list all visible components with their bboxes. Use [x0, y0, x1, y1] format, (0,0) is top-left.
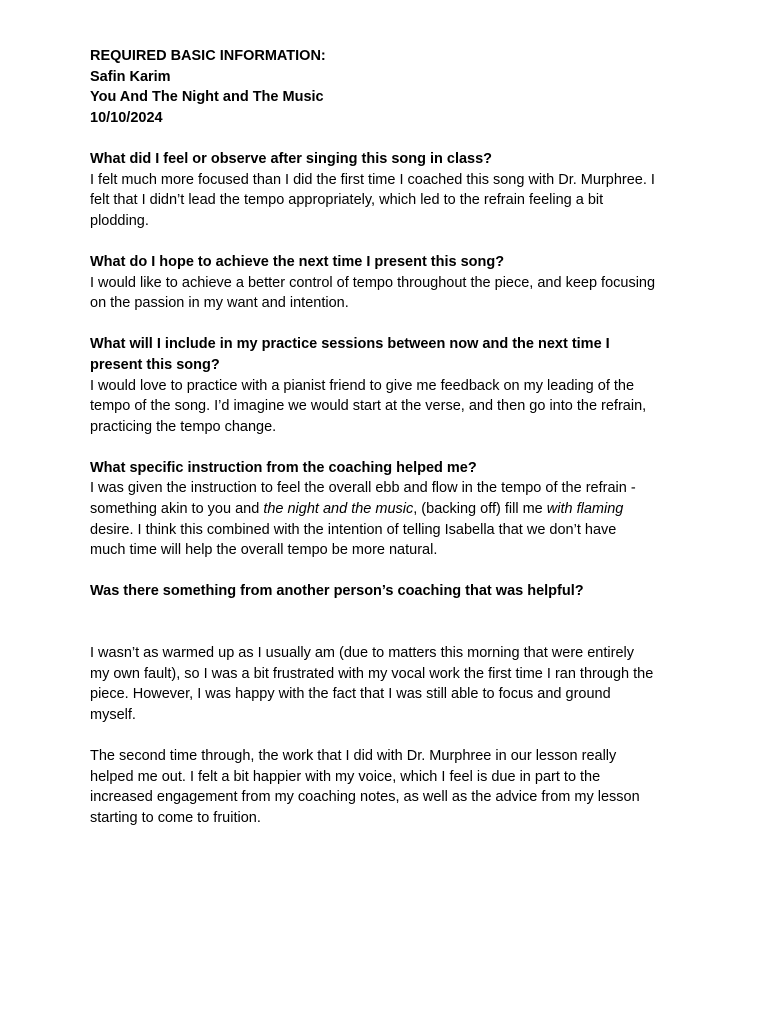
section-hope-achieve [90, 252, 690, 314]
question-heading: What do I hope to achieve the next time I present this song? [90, 253, 505, 270]
answer-line: tempo of the song. I’d imagine we would start at the verse, and then go into the refrain, [90, 398, 647, 415]
answer-line: I felt much more focused than I did the first time I coached this song with Dr. Murphree. I [90, 171, 655, 188]
paragraph-line: helped me out. I felt a bit happier with my voice, which I feel is due in part to the [90, 768, 601, 785]
header-label: REQUIRED BASIC INFORMATION: [90, 48, 326, 64]
section-specific-instruction [90, 458, 690, 561]
answer-line-mixed [90, 499, 690, 520]
paragraph-line: increased engagement from my coaching notes, as well as the advice from my lesson [90, 789, 640, 806]
question-heading: What will I include in my practice sessions between now and the next time I [90, 336, 610, 353]
question-heading: What specific instruction from the coaching helped me? [90, 459, 477, 476]
document-body [90, 46, 690, 829]
lyric-quote: the night and the music [263, 501, 414, 518]
answer-line: I would love to practice with a pianist friend to give me feedback on my leading of the [90, 377, 635, 394]
paragraph-line: I wasn’t as warmed up as I usually am (due to matters this morning that were entirely [90, 645, 634, 662]
paragraph-line: starting to come to fruition. [90, 809, 261, 826]
answer-line: much time will help the overall tempo be more natural. [90, 542, 438, 559]
lyric-quote: with flaming [546, 501, 624, 518]
student-name: Safin Karim [90, 68, 171, 85]
answer-line: felt that I didn’t lead the tempo appropriately, which led to the refrain feeling a bit [90, 192, 604, 209]
header-block [90, 46, 690, 128]
paragraph-line: piece. However, I was happy with the fact that I was still able to focus and ground [90, 686, 611, 703]
closing-paragraph [90, 746, 690, 828]
question-heading: What did I feel or observe after singing this song in class? [90, 150, 493, 167]
answer-line: plodding. [90, 212, 149, 229]
paragraph-line: myself. [90, 707, 136, 723]
paragraph-line: my own fault), so I was a bit frustrated with my vocal work the first time I ran through the [90, 665, 654, 682]
answer-line: I would like to achieve a better control of tempo throughout the piece, and keep focusing [90, 274, 656, 291]
answer-line: desire. I think this combined with the intention of telling Isabella that we don’t have [90, 521, 617, 538]
answer-line: I was given the instruction to feel the overall ebb and flow in the tempo of the refrain - [90, 480, 636, 497]
answer-line: practicing the tempo change. [90, 418, 277, 435]
answer-line: on the passion in my want and intention. [90, 295, 349, 312]
question-heading: Was there something from another person’s coaching that was helpful? [90, 583, 584, 600]
section-others-coaching [90, 581, 690, 602]
section-feel-observe [90, 149, 690, 231]
closing-paragraph [90, 643, 690, 725]
answer-text: , (backing off) fill me [413, 501, 547, 518]
answer-text: something akin to you and [90, 501, 264, 518]
document-date: 10/10/2024 [90, 109, 163, 126]
paragraph-line: The second time through, the work that I did with Dr. Murphree in our lesson really [90, 748, 617, 765]
section-practice-sessions [90, 334, 690, 437]
song-title: You And The Night and The Music [90, 89, 324, 106]
question-heading: present this song? [90, 356, 220, 373]
